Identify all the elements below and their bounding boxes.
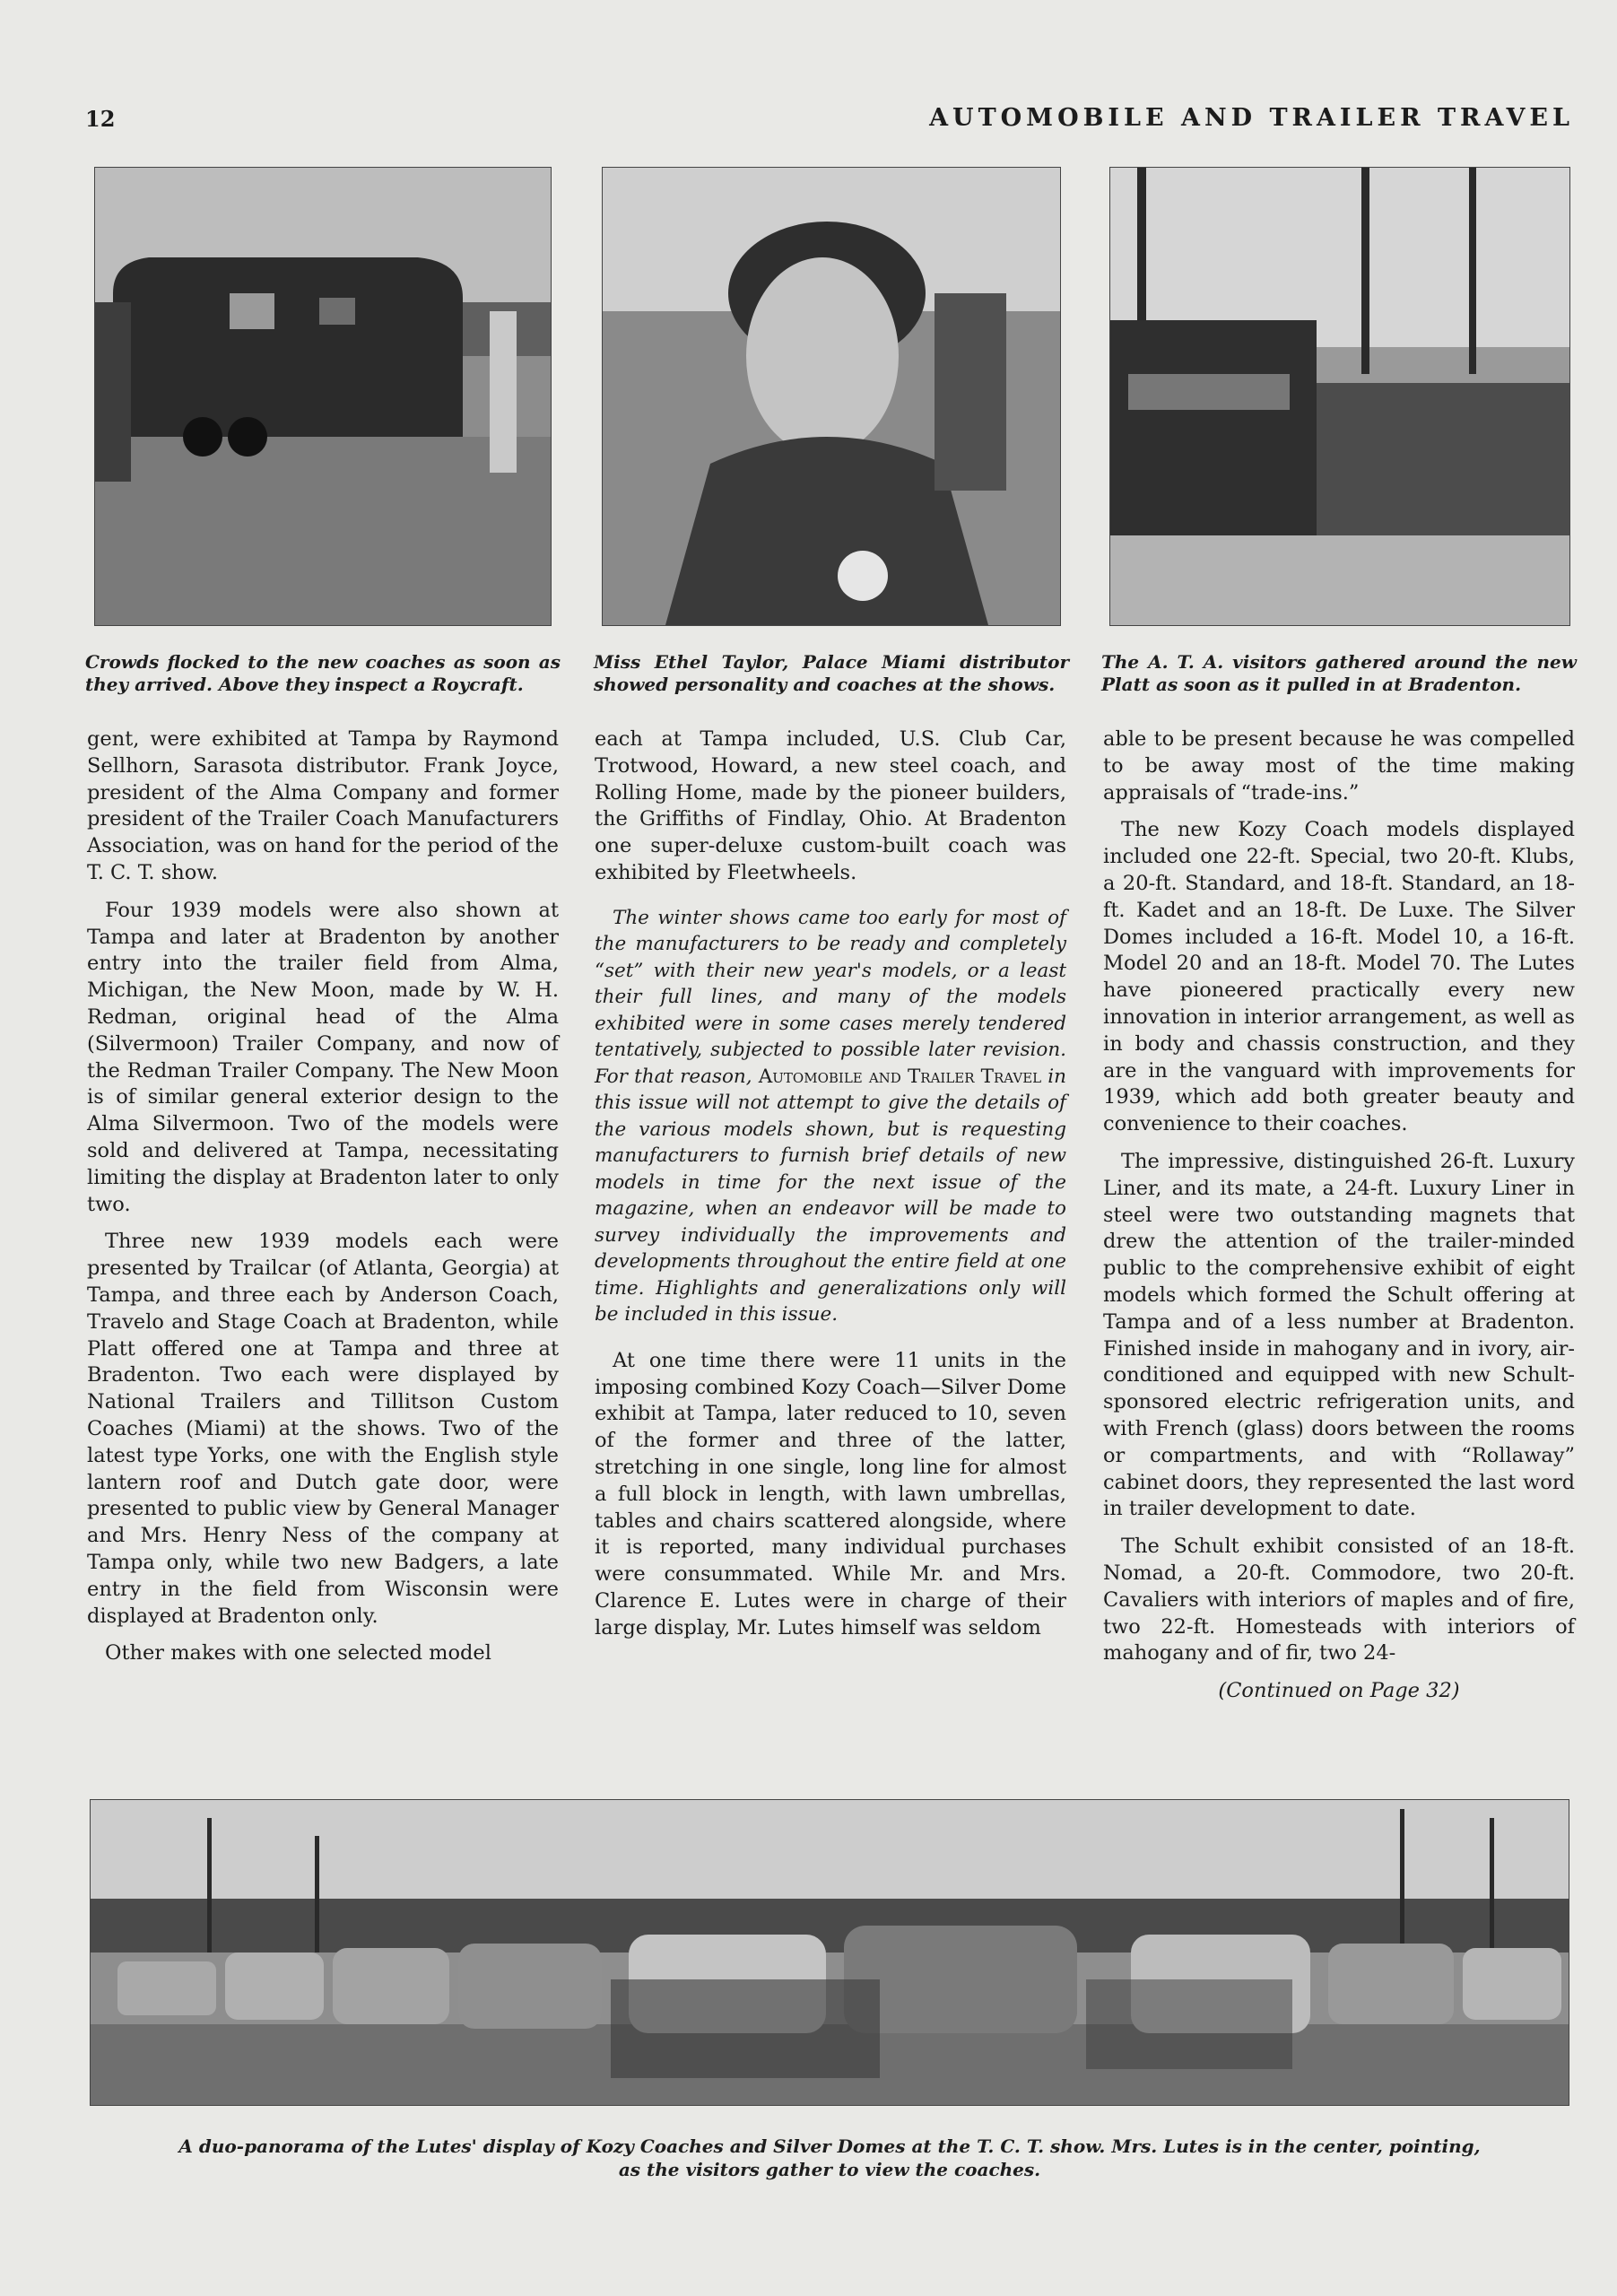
taylor-portrait-photo [602,167,1061,626]
taylor-caption: Miss Ethel Taylor, Palace Miami distributor showed personality and coaches at the shows. [594,651,1069,695]
panorama-caption [85,2135,1574,2181]
magazine-name: Automobile and Trailer Travel [758,1065,1042,1088]
col3-paragraph-4: The Schult exhibit consisted of an 18-ft. Nomad, a 20-ft. Commodore, two 20-ft. Cavaliers with interiors of maples and of fire, two 22-ft. Homesteads with interiors of mahogany and of fir, two 24- [1103,1535,1575,1665]
col1-paragraph-3: Three new 1939 models each were presented by Trailcar (of Atlanta, Georgia) at Tampa, and three each by Anderson Coach, Travelo and Stage Coach at Bradenton, while Platt offered one at Tampa and three at Bradenton. Two each were displayed by National Trailers and Tillitson Custom Coaches (Miami) at the shows. Two of the latest type Yorks, one with the English style lantern roof and Dutch gate door, were presented to public view by General Manager and Mrs. Henry Ness of the company at Tampa only, while two new Badgers, a late entry in the field from Wisconsin were displayed at Bradenton only. [87,1230,559,1628]
col1-paragraph-2: Four 1939 models were also shown at Tampa and later at Bradenton by another entry into the trailer field from Alma, Michigan, the New Moon, made by W. H. Redman, original head of the Alma (Silvermoon) Trailer Company, and now of the Redman Trailer Company. The New Moon is of similar general exterior design to the Alma Silvermoon. Two of the models were sold and delivered at Tampa, necessitating limiting the display at Bradenton later to only two. [87,898,559,1216]
panorama-photo [90,1799,1569,2106]
panorama-caption-line-1: A duo-panorama of the Lutes' display of Kozy Coaches and Silver Domes at the T. C. T. show. Mrs. Lutes is in the center, pointing, [178,2135,1481,2157]
platt-photo [1109,167,1570,626]
col1-paragraph-4: Other makes with one selected model [105,1641,491,1665]
roycraft-caption: Crowds flocked to the new coaches as soon as they arrived. Above they inspect a Roycraft. [85,651,561,695]
article-column-2 [595,726,1066,1653]
col3-paragraph-1: able to be present because he was compelled to be away most of the time making appraisals of “trade-ins.” [1103,727,1575,804]
page-number: 12 [85,106,116,132]
roycraft-photo [94,167,552,626]
col2-paragraph-3: At one time there were 11 units in the imposing combined Kozy Coach—Silver Dome exhibit at Tampa, later reduced to 10, seven of the former and three of the latter, stretching in one single, long line for almost a full block in length, with lawn umbrellas, tables and chairs scattered alongside, where it is reported, many individual purchases were consummated. While Mr. and Mrs. Clarence E. Lutes were in charge of their large display, Mr. Lutes himself was seldom [595,1348,1066,1639]
running-head: AUTOMOBILE AND TRAILER TRAVEL [929,104,1574,132]
continued-notice: (Continued on Page 32) [1218,1679,1460,1703]
platt-caption: The A. T. A. visitors gathered around the new Platt as soon as it pulled in at Bradenton. [1101,651,1577,695]
col1-paragraph-1: gent, were exhibited at Tampa by Raymond Sellhorn, Sarasota distributor. Frank Joyce, president of the Alma Company and former president of the Trailer Coach Manufacturers Association, was on hand for the period of the T. C. T. show. [87,727,559,884]
col2-paragraph-1: each at Tampa included, U.S. Club Car, Trotwood, Howard, a new steel coach, and Rolling Home, made by the pioneer builders, the Griffiths of Findlay, Ohio. At Bradenton one super-deluxe custom-built coach was exhibited by Fleetwheels. [595,727,1066,884]
col3-paragraph-3: The impressive, distinguished 26-ft. Luxury Liner, and its mate, a 24-ft. Luxury Liner in steel were two outstanding magnets that drew the attention of the trailer-minded public to the comprehensive exhibit of eight models which formed the Schult offering at Tampa and of a less number at Bradenton. Finished inside in mahogany and in ivory, air-conditioned and equipped with new Schult-sponsored electric refrigeration units, and with French (glass) doors between the rooms or compartments, and with “Rollaway” cabinet doors, they represented the last word in trailer development to date. [1103,1149,1575,1521]
article-column-3 [1103,726,1575,1716]
editorial-note [595,905,1066,1328]
panorama-caption-line-2: as the visitors gather to view the coaches. [618,2159,1041,2180]
col3-paragraph-2: The new Kozy Coach models displayed included one 22-ft. Special, two 20-ft. Klubs, a 20-ft. Standard, and 18-ft. Standard, an 18-ft. Kadet and an 18-ft. De Luxe. The Silver Domes included a 16-ft. Model 10, a 16-ft. Model 20 and an 18-ft. Model 70. The Lutes have pioneered practically every new innovation in interior arrangement, as well as in body and chassis construction, and they are in the vanguard with improvements for 1939, which add both greater beauty and convenience to their coaches. [1103,818,1575,1136]
article-column-1 [87,726,559,1678]
editorial-note-part-2: in this issue will not attempt to give the details of the various models shown, but is requesting manufacturers to furnish brief details of new models in time for the next issue of the magazine, when an endeavor will be made to survey individually the improvements and developments throughout the entire field at one time. Highlights and generalizations only will be included in this issue. [595,1065,1066,1326]
editorial-note-part-1: The winter shows came too early for most of the manufacturers to be ready and completely “set” with their new year's models, or a least their full lines, and many of the models exhibited were in some cases merely tendered tentatively, subjected to possible later revision. For that reason, [595,906,1066,1088]
